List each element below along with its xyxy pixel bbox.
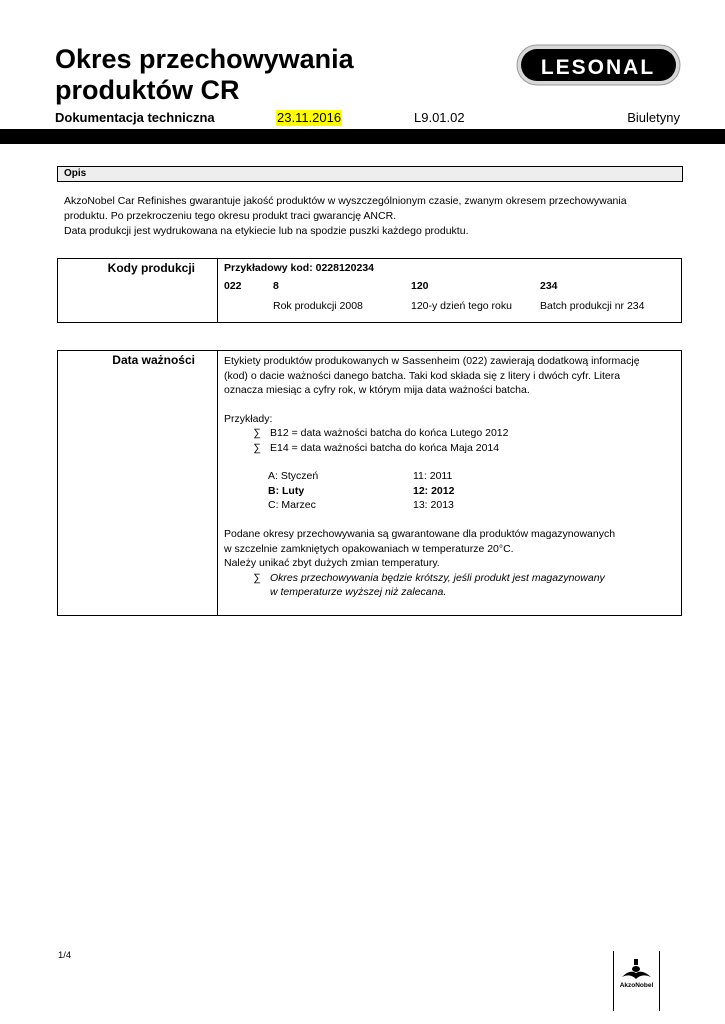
lesonal-logo	[516, 44, 681, 86]
example-1	[224, 426, 681, 441]
desc-day: 120-y dzień tego roku	[411, 300, 512, 312]
desc-year: Rok produkcji 2008	[273, 300, 363, 312]
expiry-p1-line-1: Etykiety produktów produkowanych w Sassenheim (022) zawierają dodatkową informację	[224, 355, 640, 367]
doc-code: L9.01.02	[414, 110, 465, 125]
logo-text: LESONAL	[540, 56, 656, 79]
page-title	[55, 44, 354, 106]
expiry-p2-line-3: Należy unikać zbyt dużych zmian temperatury.	[224, 557, 440, 569]
expiry-date-table	[57, 350, 682, 616]
expiry-p1-line-3: oznacza miesiąc a cyfry rok, w którym mija data ważności batcha.	[224, 384, 530, 396]
example-2	[224, 441, 681, 456]
bullet-icon: ∑	[253, 571, 261, 584]
note-text-1: Okres przechowywania będzie krótszy, jeśli produkt jest magazynowany	[270, 571, 605, 584]
legend-year: 11: 2011	[413, 470, 453, 482]
bullet-icon: ∑	[253, 427, 261, 439]
bullet-icon: ∑	[253, 441, 261, 454]
example-code: Przykładowy kod: 0228120234	[224, 262, 375, 274]
legend-year: 13: 2013	[413, 499, 454, 511]
akzonobel-logo	[613, 951, 660, 1011]
section-heading-opis	[57, 166, 683, 182]
header-divider-bar	[0, 129, 725, 144]
legend-row	[268, 498, 568, 513]
intro-line-1: AkzoNobel Car Refinishes gwarantuje jakość produktów w wyszczególnionym czasie, zwanym okresem przechowywania	[64, 195, 627, 207]
legend-year: 12: 2012	[413, 484, 455, 497]
intro-line-2: produktu. Po przekroczeniu tego okresu produkt traci gwarancję ANCR.	[64, 210, 397, 222]
intro-line-3: Data produkcji jest wydrukowana na etykiecie lub na spodzie puszki każdego produktu.	[64, 225, 469, 237]
legend-month: C: Marzec	[268, 499, 316, 511]
akzonobel-text: AkzoNobel	[619, 982, 654, 989]
expiry-p1-line-2: (kod) o dacie ważności danego batcha. Taki kod składa się z litery i dwóch cyfr. Litera	[224, 369, 621, 382]
expiry-p2-line-1: Podane okresy przechowywania są gwarantowane dla produktów magazynowanych	[224, 528, 616, 540]
production-codes-label: Kody produkcji	[58, 259, 218, 323]
code-batch: 234	[540, 280, 558, 292]
page-number: 1/4	[58, 950, 72, 961]
code-plant: 022	[224, 280, 242, 292]
example-1-text: B12 = data ważności batcha do końca Lutego 2012	[270, 427, 509, 439]
expiry-p2-line-2: w szczelnie zamkniętych opakowaniach w temperaturze 20°C.	[224, 542, 514, 555]
examples-heading: Przykłady:	[224, 412, 273, 425]
example-2-text: E14 = data ważności batcha do końca Maja 2014	[270, 441, 500, 454]
note-line-2	[224, 585, 681, 600]
note-text-2: w temperaturze wyższej niż zalecana.	[270, 586, 447, 598]
title-line-1: Okres przechowywania	[55, 44, 354, 74]
expiry-date-label: Data ważności	[58, 351, 218, 616]
intro-text	[64, 194, 674, 239]
legend-row	[268, 469, 568, 484]
title-line-2: produktów CR	[55, 75, 240, 105]
legend-month: B: Luty	[268, 484, 305, 497]
code-parts-row	[224, 280, 681, 300]
month-year-legend	[224, 469, 681, 513]
doc-category: Biuletyny	[627, 110, 680, 125]
doc-type: Dokumentacja techniczna	[55, 110, 215, 125]
code-year: 8	[273, 280, 279, 292]
opis-heading: Opis	[64, 168, 87, 179]
doc-date: 23.11.2016	[277, 110, 342, 125]
production-codes-table	[57, 258, 682, 323]
code-day: 120	[411, 280, 429, 292]
code-desc-row	[224, 300, 681, 320]
desc-batch: Batch produkcji nr 234	[540, 300, 645, 312]
legend-row	[268, 484, 568, 499]
legend-month: A: Styczeń	[268, 470, 319, 482]
note-line-1	[224, 571, 681, 586]
